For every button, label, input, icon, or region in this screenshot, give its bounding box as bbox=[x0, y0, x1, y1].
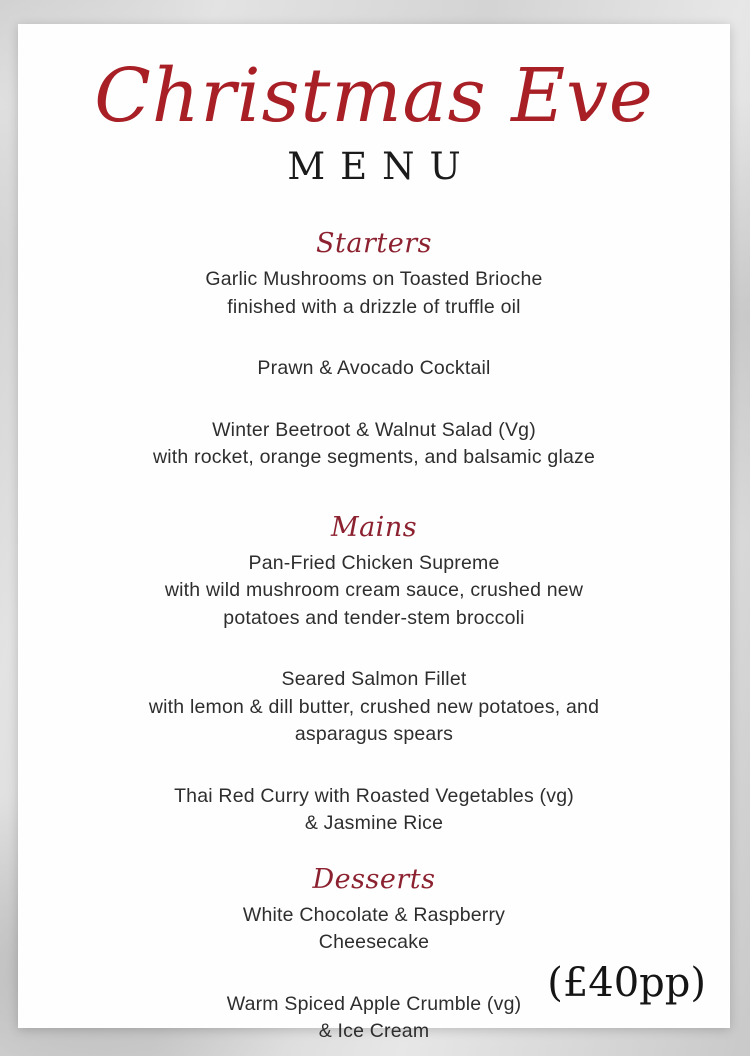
menu-subtitle: MENU bbox=[287, 145, 476, 189]
menu-item-line: Cheesecake bbox=[318, 931, 430, 954]
menu-item-line: Seared Salmon Fillet bbox=[281, 668, 467, 691]
menu-item-cheesecake bbox=[18, 902, 730, 957]
menu-item-line: Prawn & Avocado Cocktail bbox=[257, 357, 491, 380]
menu-item-line: Winter Beetroot & Walnut Salad (Vg) bbox=[212, 418, 536, 441]
menu-item-line: & Jasmine Rice bbox=[304, 812, 444, 835]
menu-item-line: with lemon & dill butter, crushed new potatoes, and bbox=[148, 695, 600, 718]
menu-item-line: with wild mushroom cream sauce, crushed new bbox=[164, 579, 584, 602]
section-heading-desserts: Desserts bbox=[312, 863, 436, 895]
section-heading-mains: Mains bbox=[330, 511, 418, 543]
menu-item-chicken-supreme bbox=[18, 550, 730, 633]
section-heading-starters: Starters bbox=[316, 228, 432, 260]
menu-item-salmon-fillet bbox=[18, 666, 730, 749]
menu-card bbox=[18, 24, 730, 1043]
menu-item-line: White Chocolate & Raspberry bbox=[242, 903, 506, 926]
menu-item-thai-red-curry bbox=[18, 783, 730, 838]
menu-item-line: Pan-Fried Chicken Supreme bbox=[248, 551, 500, 574]
menu-item-line: Garlic Mushrooms on Toasted Brioche bbox=[205, 268, 543, 291]
menu-item-line: Thai Red Curry with Roasted Vegetables (vg) bbox=[174, 784, 574, 807]
menu-item-line: & Ice Cream bbox=[318, 1020, 430, 1043]
price-per-person: (£40pp) bbox=[547, 960, 706, 1006]
menu-title: Christmas Eve bbox=[94, 53, 654, 139]
menu-item-prawn-cocktail bbox=[18, 355, 730, 383]
menu-item-line: finished with a drizzle of truffle oil bbox=[227, 295, 521, 318]
section-starters bbox=[18, 228, 730, 472]
menu-item-line: asparagus spears bbox=[294, 723, 454, 746]
section-mains bbox=[18, 512, 730, 838]
section-desserts bbox=[18, 864, 730, 1046]
menu-item-garlic-mushrooms bbox=[18, 266, 730, 321]
menu-item-line: with rocket, orange segments, and balsamic glaze bbox=[152, 446, 596, 469]
menu-item-line: Warm Spiced Apple Crumble (vg) bbox=[226, 992, 522, 1015]
menu-item-beetroot-salad bbox=[18, 417, 730, 472]
menu-item-line: potatoes and tender-stem broccoli bbox=[223, 606, 525, 629]
